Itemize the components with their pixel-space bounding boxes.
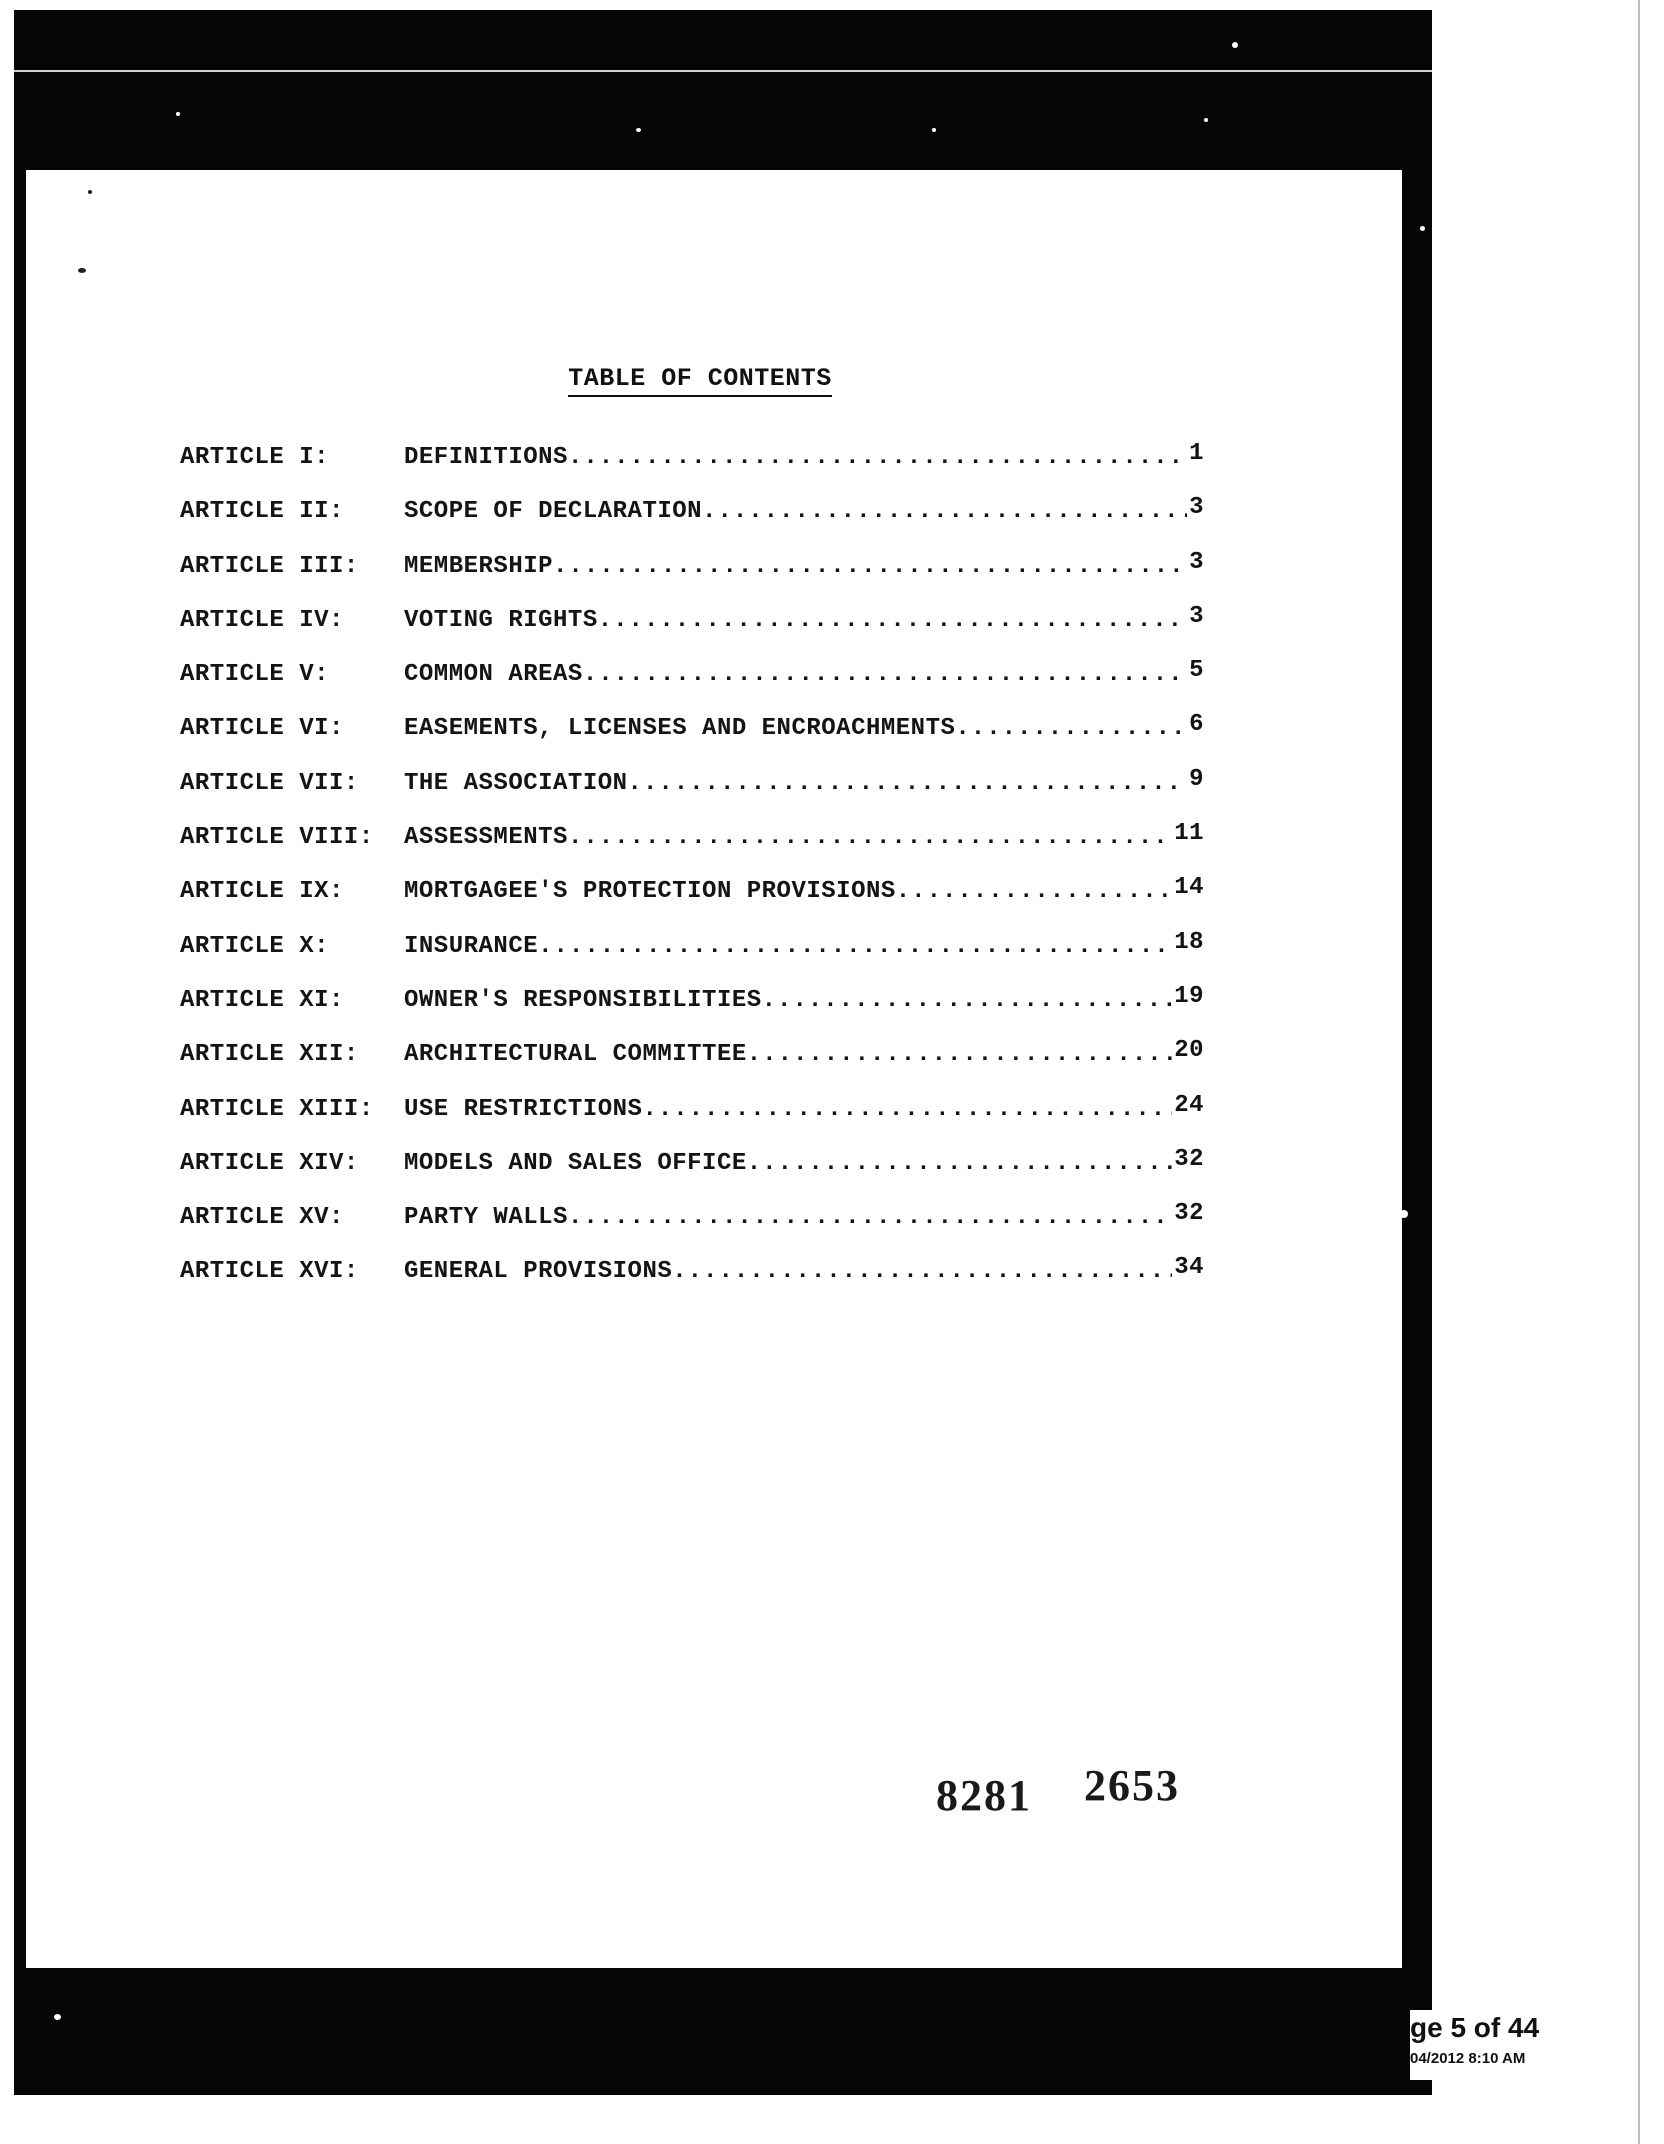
scan-speck xyxy=(1232,42,1238,48)
toc-entry-title: MEMBERSHIP xyxy=(404,552,554,580)
toc-leader-dots xyxy=(762,987,1173,1014)
toc-entry-title: THE ASSOCIATION xyxy=(404,769,628,797)
book-number: 8281 xyxy=(936,1771,1032,1820)
toc-entry xyxy=(180,602,1230,661)
scan-speck xyxy=(636,128,641,132)
toc-entry-line xyxy=(404,765,1204,797)
toc-leader-dots xyxy=(747,1041,1172,1068)
scan-speck xyxy=(54,2014,61,2020)
toc-entry-title: EASEMENTS, LICENSES AND ENCROACHMENTS xyxy=(404,715,956,743)
toc-entry-title: DEFINITIONS xyxy=(404,444,568,471)
toc-entry-line xyxy=(404,548,1204,580)
toc-leader-dots xyxy=(747,1150,1172,1177)
page-edge-line xyxy=(1638,0,1640,2144)
toc-entry-line xyxy=(404,711,1204,743)
toc-entry-line xyxy=(404,874,1204,906)
toc-entry xyxy=(180,874,1230,932)
toc-entry xyxy=(180,548,1230,607)
toc-article-number: ARTICLE VIII: xyxy=(180,824,374,852)
toc-article-number: ARTICLE XIII: xyxy=(180,1095,374,1123)
toc-article-number: ARTICLE V: xyxy=(180,661,330,689)
toc-article-number: ARTICLE II: xyxy=(180,498,344,526)
toc-page-number: 9 xyxy=(1189,765,1204,793)
toc-leader-dots xyxy=(553,553,1187,580)
toc-entry-title: INSURANCE xyxy=(404,932,539,960)
toc-leader-dots xyxy=(568,824,1172,851)
toc-entry-title: OWNER'S RESPONSIBILITIES xyxy=(404,986,762,1014)
toc-entry xyxy=(180,494,1230,552)
toc-entry-line xyxy=(404,982,1204,1014)
toc-leader-dots xyxy=(896,878,1172,905)
toc-article-number: ARTICLE XIV: xyxy=(180,1149,359,1177)
toc-entry-line xyxy=(404,1037,1204,1069)
toc-entry xyxy=(180,711,1230,769)
toc-page-number: 19 xyxy=(1174,982,1204,1010)
toc-leader-dots xyxy=(955,715,1187,742)
toc-entry xyxy=(180,1145,1230,1204)
toc-page-number: 5 xyxy=(1189,657,1204,685)
toc-entry-title: MODELS AND SALES OFFICE xyxy=(404,1149,747,1177)
toc-leader-dots xyxy=(642,1096,1172,1123)
page-indicator: ge 5 of 44 xyxy=(1410,2012,1540,2043)
toc-page-number: 3 xyxy=(1189,548,1204,576)
toc-entry-line xyxy=(404,820,1204,852)
toc-entry xyxy=(180,657,1230,715)
toc-entry xyxy=(180,440,1230,498)
toc-page-number: 11 xyxy=(1174,820,1204,848)
toc-entry-title: ARCHITECTURAL COMMITTEE xyxy=(404,1041,747,1069)
toc-leader-dots xyxy=(583,661,1187,688)
toc-page-number: 24 xyxy=(1174,1091,1204,1119)
scan-frame-edge xyxy=(14,70,1432,72)
toc-page-number: 32 xyxy=(1174,1200,1204,1228)
scan-speck xyxy=(932,128,936,132)
scan-speck xyxy=(1420,226,1425,231)
toc-page-number: 34 xyxy=(1174,1254,1204,1282)
toc-entry xyxy=(180,1037,1230,1095)
toc-entry xyxy=(180,928,1230,987)
toc-page-number: 14 xyxy=(1174,874,1204,902)
scan-speck xyxy=(176,112,180,116)
toc-page-number: 1 xyxy=(1189,440,1204,467)
toc-leader-dots xyxy=(538,933,1172,960)
toc-article-number: ARTICLE IX: xyxy=(180,878,344,906)
toc-leader-dots xyxy=(702,498,1187,525)
page-number-stamp: 2653 xyxy=(1084,1761,1180,1810)
toc-entry-title: USE RESTRICTIONS xyxy=(404,1095,643,1123)
toc-entry xyxy=(180,982,1230,1041)
scan-speck xyxy=(78,268,86,273)
toc-article-number: ARTICLE XII: xyxy=(180,1041,359,1069)
toc-entry-line xyxy=(404,928,1204,960)
toc-entry-title: MORTGAGEE'S PROTECTION PROVISIONS xyxy=(404,878,896,906)
toc-entry xyxy=(180,1254,1230,1312)
toc-article-number: ARTICLE XI: xyxy=(180,986,344,1014)
page-title xyxy=(0,364,1400,393)
scan-speck xyxy=(88,190,92,194)
toc-page-number: 20 xyxy=(1174,1037,1204,1065)
toc-entry-line xyxy=(404,1091,1204,1123)
toc-article-number: ARTICLE IV: xyxy=(180,606,344,634)
toc-article-number: ARTICLE XVI: xyxy=(180,1258,359,1286)
toc-leader-dots xyxy=(628,770,1188,797)
toc-entry-title: COMMON AREAS xyxy=(404,661,583,689)
toc-article-number: ARTICLE XV: xyxy=(180,1204,344,1232)
table-of-contents xyxy=(180,440,1230,1313)
toc-entry-line xyxy=(404,494,1204,526)
toc-entry-line xyxy=(404,657,1204,689)
toc-article-number: ARTICLE VI: xyxy=(180,715,344,743)
toc-entry xyxy=(180,765,1230,824)
toc-page-number: 6 xyxy=(1189,711,1204,739)
toc-entry-title: VOTING RIGHTS xyxy=(404,606,598,634)
toc-entry-title: SCOPE OF DECLARATION xyxy=(404,498,703,526)
toc-leader-dots xyxy=(598,607,1187,634)
page-indicator-label xyxy=(1410,2010,1660,2080)
toc-article-number: ARTICLE VII: xyxy=(180,769,359,797)
toc-entry-title: GENERAL PROVISIONS xyxy=(404,1258,673,1286)
toc-entry-line xyxy=(404,440,1204,471)
toc-leader-dots xyxy=(568,444,1187,471)
scan-speck xyxy=(1204,118,1208,122)
toc-entry-title: PARTY WALLS xyxy=(404,1204,568,1232)
print-timestamp: 04/2012 8:10 AM xyxy=(1410,2050,1526,2067)
toc-article-number: ARTICLE III: xyxy=(180,552,359,580)
toc-entry-line xyxy=(404,602,1204,634)
toc-page-number: 18 xyxy=(1174,928,1204,956)
toc-page-number: 3 xyxy=(1189,602,1204,630)
toc-page-number: 32 xyxy=(1174,1145,1204,1173)
toc-entry-line xyxy=(404,1145,1204,1177)
toc-entry xyxy=(180,1091,1230,1150)
toc-entry xyxy=(180,1200,1230,1258)
toc-article-number: ARTICLE I: xyxy=(180,444,330,471)
toc-entry-line xyxy=(404,1254,1204,1286)
toc-entry-title: ASSESSMENTS xyxy=(404,824,568,852)
toc-leader-dots xyxy=(568,1204,1172,1231)
toc-page-number: 3 xyxy=(1189,494,1204,522)
toc-entry xyxy=(180,820,1230,878)
page-title-text: TABLE OF CONTENTS xyxy=(568,364,832,397)
toc-entry-line xyxy=(404,1200,1204,1232)
toc-article-number: ARTICLE X: xyxy=(180,932,330,960)
toc-leader-dots xyxy=(672,1258,1172,1285)
